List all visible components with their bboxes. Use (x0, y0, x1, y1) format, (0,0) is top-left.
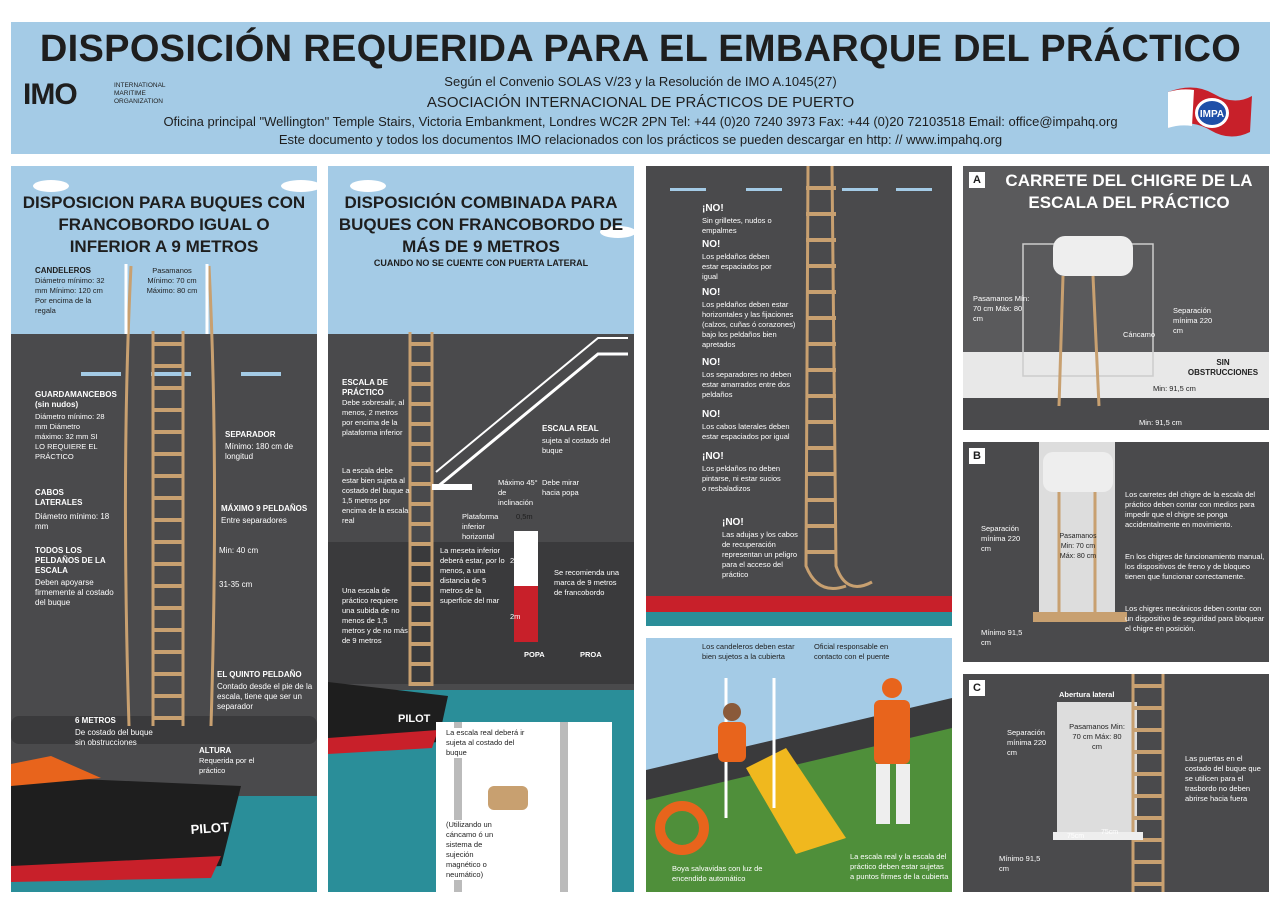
association-text: ASOCIACIÓN INTERNACIONAL DE PRÁCTICOS DE PUERTO (426, 94, 855, 111)
real-sujeta-text: La escala real deberá ir sujeta al costado del buque (446, 728, 525, 757)
ladder-rung (153, 540, 183, 544)
box-c-pasamanos: Pasamanos Min: 70 cm Máx: 80 cm (1069, 722, 1125, 751)
ladder-rung (1133, 728, 1163, 732)
ladder-rung (153, 672, 183, 676)
ladder-rung (153, 518, 183, 522)
guardamancebos-label: GUARDAMANCEBOS (sin nudos) (35, 390, 117, 409)
candeleros-detail: Diámetro mínimo: 32 mm Mínimo: 120 cm Por encima de la regala (35, 276, 105, 315)
seis-metros-label: 6 METROS (75, 716, 116, 725)
no6-label: ¡NO! (702, 451, 724, 462)
box-b-winch-safety (963, 442, 1269, 662)
boya-text: Boya salvavidas con luz de encendido automático (672, 864, 763, 883)
cabos-label: CABOS LATERALES (35, 488, 83, 507)
ladder-rung (153, 342, 183, 346)
ladder-rung (153, 716, 183, 720)
box-a-pasamanos: Pasamanos Mín: 70 cm Máx: 80 cm (973, 294, 1030, 323)
ladder-rung (410, 642, 432, 646)
pilot-boat-label-1: PILOT (190, 819, 230, 837)
spacing-label: 31-35 cm (219, 580, 253, 589)
box-a-winch-reel (963, 166, 1269, 430)
escala-sujeta-text: La escala debe estar bien sujeta al costado del buque a 1,5 metros por encima de la escala real (342, 466, 410, 525)
box-c-width-2: 75cm (1101, 829, 1119, 836)
ladder-rung (410, 582, 432, 586)
ladder-rung (410, 482, 432, 486)
ladder-rung (153, 650, 183, 654)
half-metre-label: 0,5m (516, 512, 533, 521)
no4-label: NO! (702, 357, 721, 368)
separador-label: SEPARADOR (225, 430, 276, 439)
panel2-subtitle: CUANDO NO SE CUENTE CON PUERTA LATERAL (373, 258, 589, 268)
min40-label: Min: 40 cm (219, 546, 259, 555)
ladder-rung (1133, 794, 1163, 798)
box-a-separacion: Separación mínima 220 cm (1173, 306, 1213, 335)
ladder-rung (806, 472, 836, 476)
ladder-rung (153, 606, 183, 610)
ladder-rung (153, 628, 183, 632)
ladder-rung (806, 550, 836, 554)
plataforma-text: Plataforma inferior horizontal (462, 512, 499, 541)
box-b-label: B (969, 448, 985, 464)
box-a-sin-obstrucciones: SIN OBSTRUCCIONES (1187, 358, 1259, 377)
oficial-text: Oficial responsable en contacto con el puente (814, 642, 890, 661)
box-a-min-1: Min: 91,5 cm (1153, 384, 1196, 393)
candeleros-label: CANDELEROS (35, 266, 92, 275)
ladder-rung (410, 502, 432, 506)
ladder-rung (410, 362, 432, 366)
no3-detail: Los peldaños deben estar horizontales y las fijaciones (calzos, cuñas ó corazones) bajo los peldaños bien apretados (702, 300, 796, 349)
ladder-rung (806, 394, 836, 398)
no6-detail: Los peldaños no deben pintarse, ni estar sucios o resbaladizos (702, 464, 781, 493)
ladder-rung (806, 368, 836, 372)
ladder-rung (806, 446, 836, 450)
pilot-boat-label-2: PILOT (398, 713, 431, 725)
imo-logo: IMO (23, 78, 77, 111)
maximo45-text: Máximo 45° de inclinación (498, 478, 538, 507)
mirar-popa-text: Debe mirar hacia popa (542, 478, 580, 497)
ladder-rung (806, 186, 836, 190)
no2-label: NO! (702, 239, 721, 250)
no7-label: ¡NO! (722, 517, 744, 528)
sujetas-text: La escala real y la escala del práctico deben estar sujetas a puntos firmes de la cubierta (850, 852, 949, 881)
box-c-separacion: Separación mínima 220 cm (1007, 728, 1047, 757)
ladder-rung (806, 524, 836, 528)
cabos-detail: Diámetro mínimo: 18 mm (35, 512, 110, 531)
altura-detail: Requerida por el práctico (199, 756, 255, 775)
impa-flag-logo (1164, 82, 1256, 142)
escala-practico-detail: Debe sobresalir, al menos, 2 metros por encima de la plataforma inferior (342, 398, 405, 437)
ladder-rung (410, 342, 432, 346)
candeleros-deck-text: Los candeleros deben estar bien sujetos a la cubierta (702, 642, 795, 661)
convention-text: Según el Convenio SOLAS V/23 y la Resolución de IMO A.1045(27) (444, 74, 837, 89)
todos-label: TODOS LOS PELDAÑOS DE LA ESCALA (35, 546, 106, 575)
box-c-minimo: Mínimo 91,5 cm (999, 854, 1041, 873)
ladder-rung (153, 694, 183, 698)
no3-label: NO! (702, 287, 721, 298)
escala-real-label: ESCALA REAL (542, 424, 599, 433)
ladder-rung (1133, 816, 1163, 820)
guardamancebos-detail: Diámetro mínimo: 28 mm Diámetro máximo: 32 mm SI LO REQUIERE EL PRÁCTICO (35, 412, 105, 461)
ladder-rung (806, 316, 836, 320)
no1-detail: Sin grilletes, nudos o empalmes (702, 216, 772, 235)
no1-label: ¡NO! (702, 203, 724, 214)
ladder-rung (1133, 860, 1163, 864)
ladder-rung (410, 662, 432, 666)
impa-logo-text: IMPA (1199, 109, 1225, 120)
ladder-rung (153, 496, 183, 500)
box-c-abertura: Abertura lateral (1059, 690, 1115, 699)
popa-label: POPA (524, 650, 545, 659)
ladder-rung (1133, 684, 1163, 688)
escala-practico-label: ESCALA DE PRÁCTICO (342, 378, 388, 397)
pasamanos-label: Pasamanos Mínimo: 70 cm Máximo: 80 cm (146, 266, 198, 295)
box-a-min-2: Min: 91,5 cm (1139, 418, 1182, 427)
ladder-rung (153, 364, 183, 368)
no5-label: NO! (702, 409, 721, 420)
altura-label: ALTURA (199, 746, 232, 755)
ladder-rung (153, 386, 183, 390)
marca-text: Se recomienda una marca de 9 metros de francobordo (554, 568, 620, 597)
ladder-rung (153, 430, 183, 434)
box-b-paragraph-3: Los chigres mecánicos deben contar con un dispositivo de seguridad para bloquear el chigre en posición. (1125, 604, 1265, 633)
ladder-rung (806, 264, 836, 268)
two-metre-label-a: 2m (510, 556, 521, 565)
ladder-rung (806, 498, 836, 502)
download-text: Este documento y todos los documentos IMO relacionados con los prácticos se pueden descargar en http: // www.impahq.org (278, 132, 1003, 147)
no7-detail: Las adujas y los cabos de recuperación representan un peligro para el acceso del práctico (722, 530, 798, 579)
ladder-rung (806, 342, 836, 346)
ladder-rung (1133, 750, 1163, 754)
ladder-rung (1133, 706, 1163, 710)
meseta-text: La meseta inferior deberá estar, por lo menos, a una distancia de 5 metros de la superficie del mar (440, 546, 505, 605)
cancamo-text: (Utilizando un cáncamo ó un sistema de sujeción magnético o neumático) (446, 820, 510, 880)
ladder-rung (1133, 882, 1163, 886)
panel1-title: DISPOSICION PARA BUQUES CON FRANCOBORDO IGUAL O INFERIOR A 9 METROS (22, 193, 306, 256)
box-b-paragraph-2: En los chigres de funcionamiento manual, los dispositivos de freno y de bloqueo tienen que funcionar correctamente. (1125, 552, 1265, 581)
header-banner (11, 22, 1270, 154)
no2-detail: Los peldaños deben estar espaciados por igual (702, 252, 772, 281)
box-b-pasamanos: Pasamanos Min: 70 cm Máx: 80 cm (1059, 533, 1097, 560)
seis-metros-detail: De costado del buque sin obstrucciones (75, 728, 153, 747)
ladder-rung (153, 408, 183, 412)
poster-title: DISPOSICIÓN REQUERIDA PARA EL EMBARQUE DEL PRÁCTICO (39, 28, 1242, 70)
ladder-rung (410, 442, 432, 446)
quinto-detail: Contado desde el pie de la escala, tiene que ser un separador (217, 682, 313, 711)
box-c-width-1: 75cm (1067, 833, 1085, 840)
max9-label: MÁXIMO 9 PELDAÑOS (221, 504, 308, 513)
two-metre-label-b: 2m (510, 612, 521, 621)
box-a-label: A (969, 172, 985, 188)
panel-freeboard-9m (11, 166, 317, 892)
ladder-rung (410, 402, 432, 406)
ladder-rung (153, 584, 183, 588)
no5-detail: Los cabos laterales deben estar espaciados por igual (702, 422, 790, 441)
escala-real-detail: sujeta al costado del buque (542, 436, 611, 455)
max9-detail: Entre separadores (221, 516, 287, 525)
ladder-rung (410, 542, 432, 546)
box-b-separacion: Separación mínima 220 cm (981, 524, 1021, 553)
box-b-paragraph-1: Los carretes del chigre de la escala del práctico deben contar con medios para impedir que el chigre se ponga accidentalmente en movimiento. (1125, 490, 1256, 529)
ladder-rung (410, 602, 432, 606)
box-b-minimo: Mínimo 91,5 cm (981, 628, 1023, 647)
ladder-rung (410, 422, 432, 426)
box-c-puertas: Las puertas en el costado del buque que se utilicen para el trasbordo no deben abrirse hacia fuera (1185, 754, 1261, 803)
panel-deck-access (646, 638, 952, 892)
office-text: Oficina principal "Wellington" Temple Stairs, Victoria Embankment, Londres WC2R 2PN Tel: +44 (0)20 7240 3973 Fax: +44 (0)20 72103518 Email: office@impahq.org (163, 114, 1118, 129)
panel2-title: DISPOSICIÓN COMBINADA PARA BUQUES CON FRANCOBORDO DE MÁS DE 9 METROS (338, 193, 624, 256)
no4-detail: Los separadores no deben estar amarrados entre dos peldaños (702, 370, 792, 399)
ladder-rung (410, 462, 432, 466)
separador-detail: Mínimo: 180 cm de longitud (225, 442, 294, 461)
ladder-rung (153, 562, 183, 566)
panel-combined-arrangement (328, 166, 634, 892)
subida-text: Una escala de práctico requiere una subida de no menos de 1,5 metros y de no más de 9 metros (342, 586, 408, 645)
ladder-rung (153, 474, 183, 478)
todos-detail: Deben apoyarse firmemente al costado del buque (35, 578, 114, 607)
ladder-rung (410, 562, 432, 566)
quinto-label: EL QUINTO PELDAÑO (217, 670, 302, 679)
ladder-rung (1133, 772, 1163, 776)
imo-logo-text: INTERNATIONAL MARITIME ORGANIZATION (114, 82, 166, 105)
ladder-rung (410, 682, 432, 686)
box-c-label: C (969, 680, 985, 696)
ladder-rung (806, 420, 836, 424)
ladder-rung (806, 290, 836, 294)
ladder-rung (806, 238, 836, 242)
ladder-rung (410, 382, 432, 386)
ladder-rung (806, 212, 836, 216)
ladder-rung (410, 522, 432, 526)
panel-ladder-faults (646, 166, 952, 626)
ladder-rung (410, 622, 432, 626)
box-a-title: CARRETE DEL CHIGRE DE LA ESCALA DEL PRÁCTICO (1005, 171, 1253, 212)
box-c-side-door (963, 674, 1269, 892)
ladder-rung (153, 452, 183, 456)
proa-label: PROA (580, 650, 602, 659)
box-a-cancamo: Cáncamo (1123, 330, 1156, 339)
